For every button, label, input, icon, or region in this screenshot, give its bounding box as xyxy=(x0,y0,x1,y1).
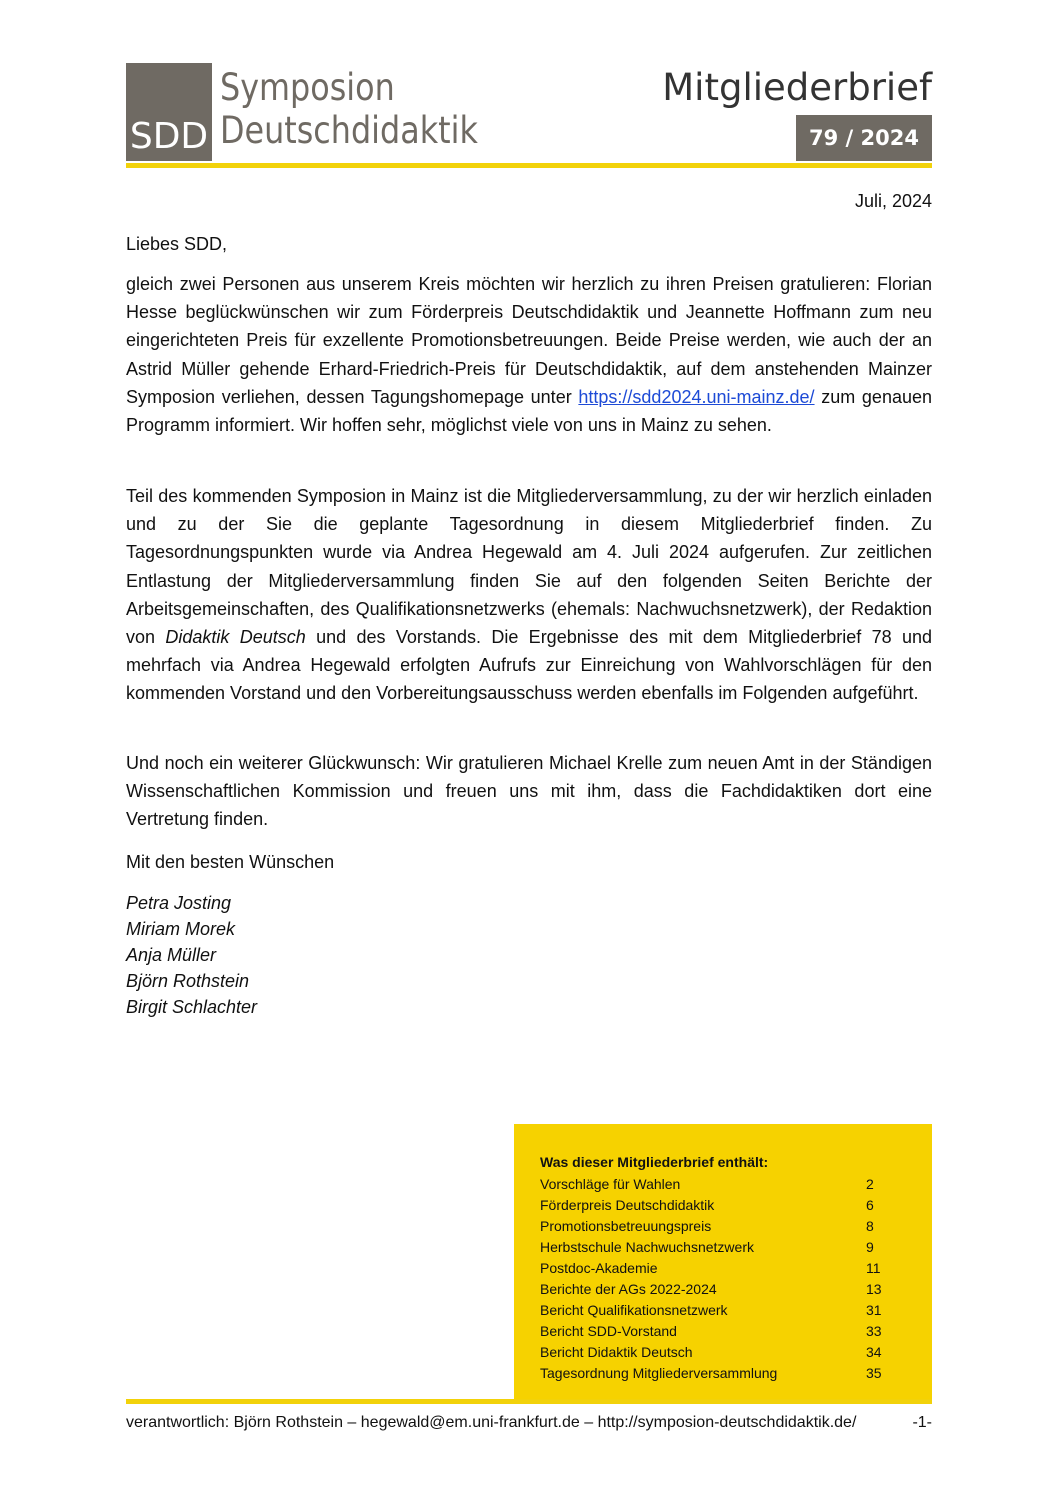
signature-name: Miriam Morek xyxy=(126,919,236,939)
toc-entry-label: Tagesordnung Mitgliederversammlung xyxy=(540,1365,778,1381)
paragraph-1-text-b: zum genauen Programm informiert. Wir hoffen sehr, möglichst viele von uns in Mainz zu sehen. xyxy=(126,386,932,436)
issue-badge: 79 / 2024 xyxy=(796,115,932,161)
toc-list xyxy=(540,1174,900,1384)
toc-entry-page: 35 xyxy=(866,1365,882,1381)
logo-text-line-2: Deutschdidaktik xyxy=(220,109,478,152)
footer-divider xyxy=(126,1399,932,1404)
toc-entry-page: 31 xyxy=(866,1302,882,1318)
toc-entry-page: 13 xyxy=(866,1281,882,1297)
toc-entry-page: 33 xyxy=(866,1323,882,1339)
paragraph-3: Und noch ein weiterer Glückwunsch: Wir gratulieren Michael Krelle zum neuen Amt in der Ständigen Wissenschaftlichen Kommission und freuen uns mit ihm, dass die Fachdidaktiken dort eine Vertretung finden. xyxy=(126,753,932,830)
toc-entry xyxy=(540,1216,900,1237)
paragraph-1-text-a: gleich zwei Personen aus unserem Kreis möchten wir herzlich zu ihren Preisen gratulieren: Florian Hesse beglückwünschen wir zum Förderpreis Deutschdidaktik und Jeannette Hoffmann zum neu eingerichteten Preis für exzellente Promotionsbetreuungen. Beide Preise werden, wie auch der an Astrid Müller gehende Erhard-Friedrich-Preis für Deutschdidaktik, auf dem anstehenden Mainzer Symposion verliehen, dessen Tagungshomepage unter xyxy=(126,274,932,407)
signature-name: Anja Müller xyxy=(126,945,217,965)
toc-entry-label: Vorschläge für Wahlen xyxy=(540,1176,681,1192)
signature-list xyxy=(126,890,257,1020)
toc-entry-page: 9 xyxy=(866,1239,874,1255)
toc-entry-page: 11 xyxy=(866,1260,881,1276)
toc-entry xyxy=(540,1258,900,1279)
document-title: Mitgliederbrief xyxy=(662,66,932,109)
toc-entry xyxy=(540,1279,900,1300)
symposium-homepage-link[interactable]: https://sdd2024.uni-mainz.de/ xyxy=(578,386,815,407)
toc-entry xyxy=(540,1363,900,1384)
toc-entry-label: Berichte der AGs 2022-2024 xyxy=(540,1281,717,1297)
signature-name: Björn Rothstein xyxy=(126,971,250,991)
table-of-contents xyxy=(514,1124,932,1399)
toc-entry xyxy=(540,1342,900,1363)
toc-entry-label: Förderpreis Deutschdidaktik xyxy=(540,1197,715,1213)
toc-entry xyxy=(540,1300,900,1321)
toc-entry-label: Bericht SDD-Vorstand xyxy=(540,1323,677,1339)
page-number: -1- xyxy=(912,1414,932,1431)
toc-entry-label: Postdoc-Akademie xyxy=(540,1260,658,1276)
toc-entry-label: Bericht Qualifikationsnetzwerk xyxy=(540,1302,728,1318)
logo-badge xyxy=(126,63,212,161)
logo-abbreviation: SDD xyxy=(129,116,209,157)
toc-heading: Was dieser Mitgliederbrief enthält: xyxy=(540,1154,769,1170)
letter-date: Juli, 2024 xyxy=(854,191,932,211)
paragraph-2-text-b: und des Vorstands. Die Ergebnisse des mit dem Mitgliederbrief 78 und mehrfach via Andrea Hegewald erfolgten Aufrufs zur Einreichung von Wahlvorschlägen für den kommenden Vorstand und den Vorbereitungsausschuss werden ebenfalls im Folgenden aufgeführt. xyxy=(126,627,932,704)
toc-entry-label: Bericht Didaktik Deutsch xyxy=(540,1344,693,1360)
toc-entry-page: 34 xyxy=(866,1344,882,1360)
toc-entry-page: 8 xyxy=(866,1218,874,1234)
header-divider xyxy=(126,163,932,168)
toc-entry xyxy=(540,1195,900,1216)
paragraph-1 xyxy=(126,270,932,439)
toc-entry-label: Herbstschule Nachwuchsnetzwerk xyxy=(540,1239,754,1255)
signature-name: Birgit Schlachter xyxy=(126,997,258,1017)
signature-name: Petra Josting xyxy=(126,893,232,913)
paragraph-2-text-a: Teil des kommenden Symposion in Mainz ist die Mitgliederversammlung, zu der wir herzlich einladen und zu der Sie die geplante Tagesordnung in diesem Mitgliederbrief finden. Zu Tagesordnungspunkten wurde via Andrea Hegewald am 4. Juli 2024 aufgerufen. Zur zeitlichen Entlastung der Mitgliederversammlung finden Sie auf den folgenden Seiten Berichte der Arbeitsgemeinschaften, des Qualifikationsnetzwerks (ehemals: Nachwuchsnetzwerk), der Redaktion von xyxy=(126,486,932,648)
toc-entry xyxy=(540,1174,900,1195)
closing: Mit den besten Wünschen xyxy=(126,852,335,872)
paragraph-2 xyxy=(126,482,932,708)
toc-entry-page: 2 xyxy=(866,1176,874,1192)
footer-responsible: verantwortlich: Björn Rothstein – hegewald@em.uni-frankfurt.de – http://symposion-deutschdidaktik.de/ xyxy=(126,1414,857,1431)
logo-text-line-1: Symposion xyxy=(220,66,395,109)
toc-entry xyxy=(540,1321,900,1342)
toc-entry xyxy=(540,1237,900,1258)
journal-title: Didaktik Deutsch xyxy=(165,627,306,648)
salutation: Liebes SDD, xyxy=(126,234,228,254)
toc-entry-label: Promotionsbetreuungspreis xyxy=(540,1218,712,1234)
toc-entry-page: 6 xyxy=(866,1197,874,1213)
